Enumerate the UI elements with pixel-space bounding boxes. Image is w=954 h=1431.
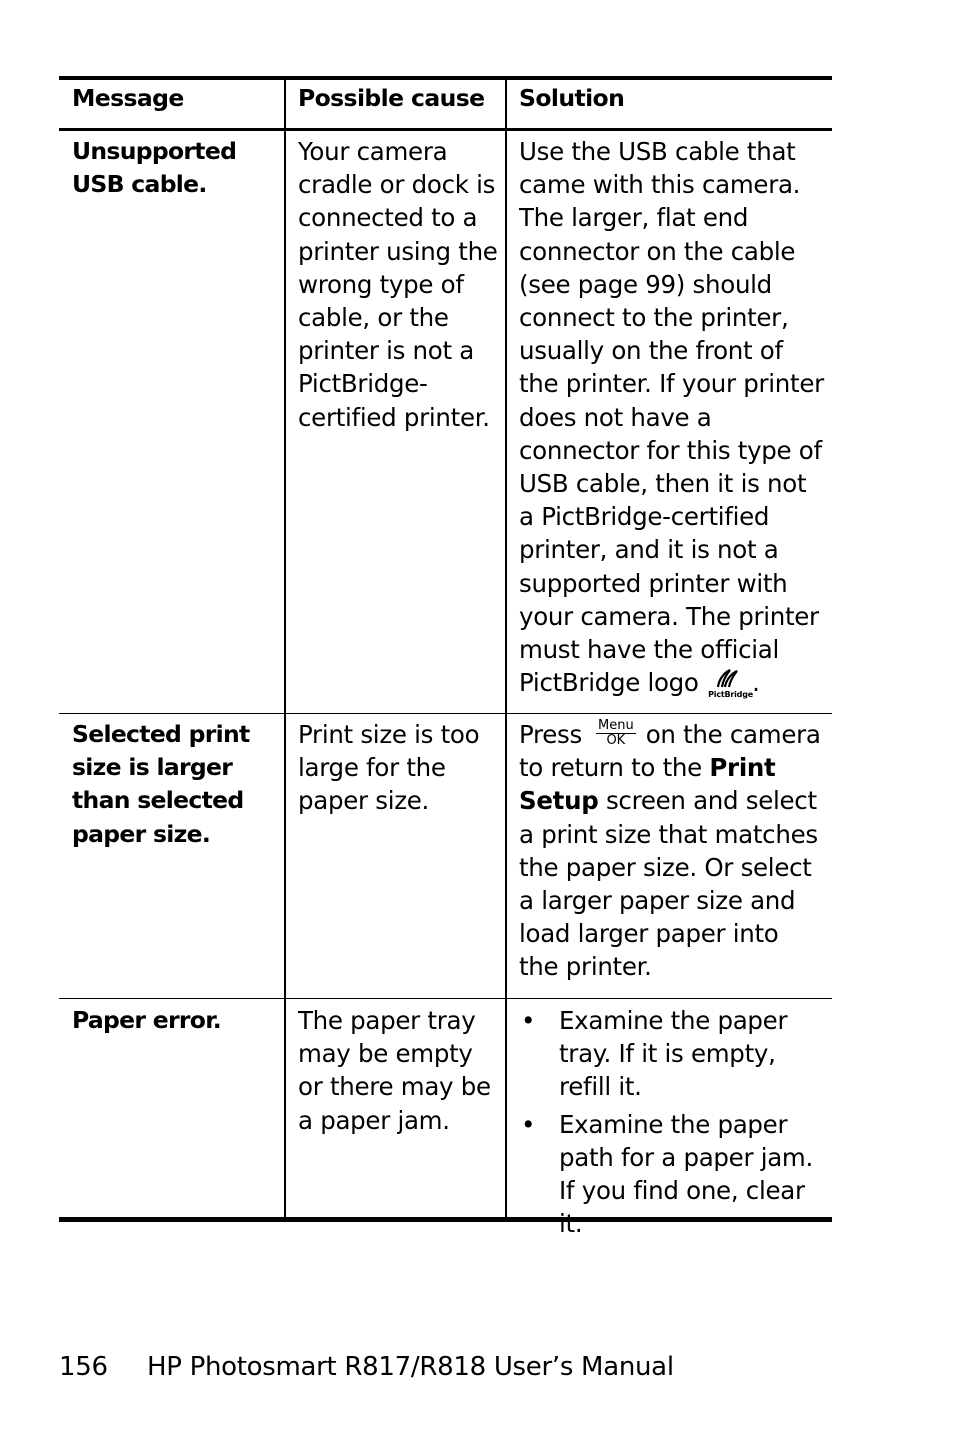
solution-mid: on the camera to return to the — [519, 720, 821, 783]
solution-rest: screen and select a print size that matches the paper size. Or select a larger paper size and load larger paper into the printer. — [519, 786, 818, 982]
column-divider — [505, 76, 507, 1222]
column-header-message: Message — [72, 84, 184, 112]
solution-text: Use the USB cable that came with this camera. The larger, flat end connector on the cable (see page 99) should connect to the printer, usually on the front of the printer. If your printer does not have a connector for this type of USB cable, then it is not a PictBridge-certified printer, and it is not a supported printer with your camera. The printer must have the official PictBridge logo — [519, 137, 824, 698]
solution-press: Press — [519, 720, 582, 749]
print-setup-label: Print Setup — [519, 753, 776, 816]
ok-key-label: OK — [606, 732, 626, 748]
solution-end: . — [752, 668, 760, 698]
row-message: Paper error. — [72, 1006, 222, 1034]
menu-key-label: Menu — [597, 717, 634, 733]
row-solution — [519, 1004, 825, 1240]
header-rule — [59, 128, 832, 131]
page-number: 156 — [59, 1352, 108, 1382]
row-divider — [59, 713, 832, 714]
row-message: Selected print size is larger than selected paper size. — [72, 720, 250, 848]
page-footer — [59, 1351, 674, 1383]
table-top-rule — [59, 76, 832, 80]
column-header-possible-cause: Possible cause — [298, 84, 485, 112]
list-item: • Examine the paper tray. If it is empty, refill it. — [519, 1004, 825, 1104]
row-cause: Your camera cradle or dock is connected to a printer using the wrong type of cable, or the printer is not a PictBridge-certified printer. — [298, 137, 498, 432]
row-divider — [59, 998, 832, 999]
row-message: Unsupported USB cable. — [72, 137, 237, 199]
list-item: • Examine the paper path for a paper jam. If you find one, clear it. — [519, 1108, 825, 1241]
row-cause: Print size is too large for the paper size. — [298, 720, 480, 816]
pictbridge-logo-icon — [706, 667, 752, 699]
pictbridge-logo-label: PictBridge — [708, 690, 753, 700]
row-cause: The paper tray may be empty or there may be a paper jam. — [298, 1006, 491, 1135]
column-header-solution: Solution — [519, 84, 625, 112]
manual-title: HP Photosmart R817/R818 User’s Manual — [147, 1352, 674, 1382]
menu-ok-button-icon — [596, 719, 636, 748]
row-solution — [519, 718, 825, 984]
solution-bullet-list — [519, 1004, 825, 1240]
column-divider — [284, 76, 286, 1222]
row-solution — [519, 135, 825, 699]
